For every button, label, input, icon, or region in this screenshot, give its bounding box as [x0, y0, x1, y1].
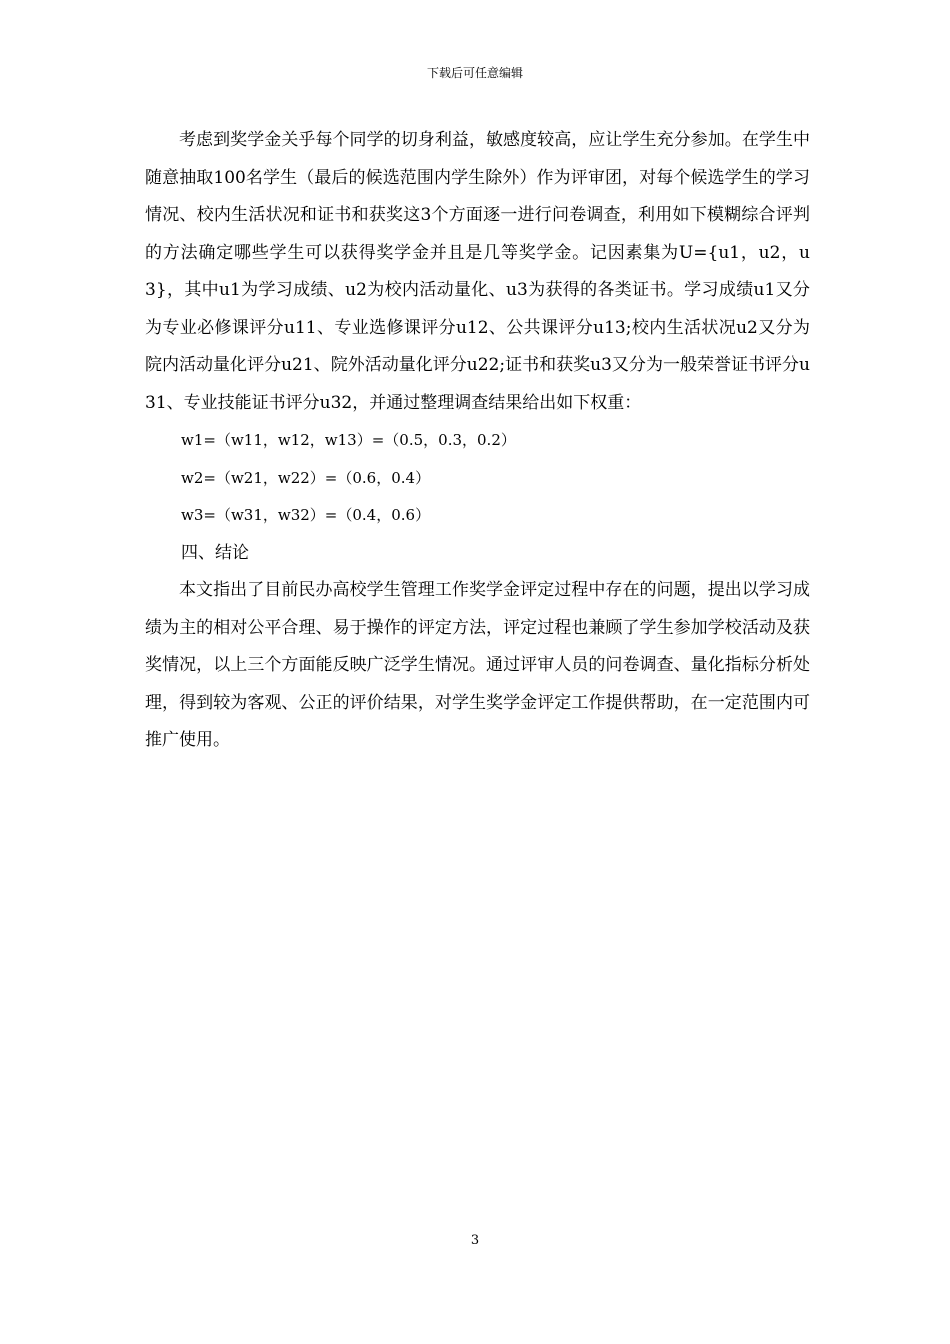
weight-formula-w2: w2=（w21，w22）=（0.6，0.4） — [181, 468, 431, 487]
section-heading-conclusion: 四、结论 — [181, 542, 249, 563]
document-body — [145, 122, 810, 760]
page-number: 3 — [470, 1233, 480, 1248]
page-header: 下载后可任意编辑 — [426, 66, 523, 80]
body-paragraph-2: 本文指出了目前民办高校学生管理工作奖学金评定过程中存在的问题，提出以学习成绩为主的相对公平合理、易于操作的评定方法，评定过程也兼顾了学生参加学校活动及获奖情况，以上三个方面能反映广泛学生情况。通过评审人员的问卷调查、量化指标分析处理，得到较为客观、公正的评价结果，对学生奖学金评定工作提供帮助，在一定范围内可推广使用。 — [145, 580, 810, 750]
body-paragraph-1: 考虑到奖学金关乎每个同学的切身利益，敏感度较高，应让学生充分参加。在学生中随意抽取100名学生（最后的候选范围内学生除外）作为评审团，对每个候选学生的学习情况、校内生活状况和证书和获奖这3个方面逐一进行问卷调查，利用如下模糊综合评判的方法确定哪些学生可以获得奖学金并且是几等奖学金。记因素集为U={u1，u2，u3}，其中u1为学习成绩、u2为校内活动量化、u3为获得的各类证书。学习成绩u1又分为专业必修课评分u11、专业选修课评分u12、公共课评分u13;校内生活状况u2又分为院内活动量化评分u21、院外活动量化评分u22;证书和获奖u3又分为一般荣誉证书评分u31、专业技能证书评分u32，并通过整理调查结果给出如下权重： — [145, 130, 810, 413]
weight-formula-w3: w3=（w31，w32）=（0.4，0.6） — [181, 506, 431, 524]
weight-formula-w1: w1=（w11，w12，w13）=（0.5，0.3，0.2） — [181, 431, 516, 449]
